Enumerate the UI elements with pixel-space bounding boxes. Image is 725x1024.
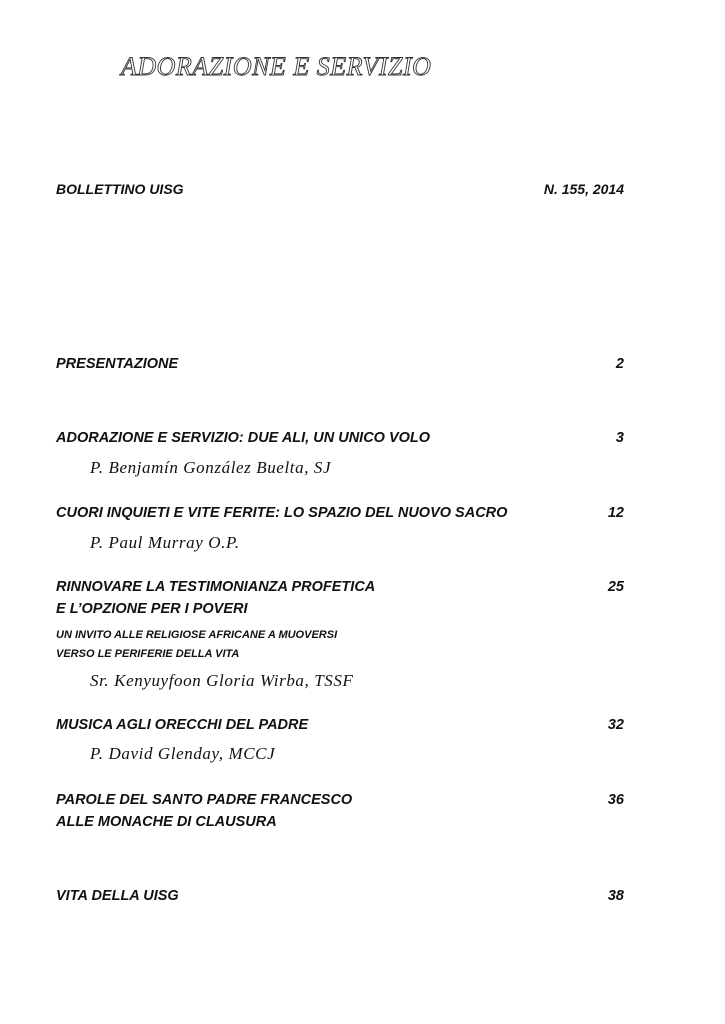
issue-number: N. 155, 2014 [543, 181, 624, 197]
toc-entry-author: P. David Glenday, MCCJ [90, 744, 276, 763]
toc-entry-title[interactable]: ADORAZIONE E SERVIZIO: DUE ALI, UN UNICO VOLO [56, 430, 431, 446]
toc-entry-page: 38 [607, 888, 624, 904]
toc-entry-page: 25 [607, 579, 624, 595]
toc-entry-title-line2[interactable]: E L’OPZIONE PER I POVERI [56, 601, 248, 617]
toc-entry-author: Sr. Kenyuyfoon Gloria Wirba, TSSF [90, 671, 354, 690]
toc-entry-page: 2 [615, 356, 624, 372]
page-title: ADORAZIONE E SERVIZIO [121, 52, 432, 81]
toc-entry-author: P. Paul Murray O.P. [90, 533, 240, 552]
toc-entry-subtitle-line2: VERSO LE PERIFERIE DELLA VITA [56, 648, 240, 660]
bulletin-name: BOLLETTINO UISG [56, 181, 184, 197]
toc-entry-subtitle: UN INVITO ALLE RELIGIOSE AFRICANE A MUOVERSI [56, 629, 338, 641]
toc-entry-page: 32 [607, 717, 624, 733]
toc-entry-title[interactable]: RINNOVARE LA TESTIMONIANZA PROFETICA [56, 579, 376, 595]
toc-entry-title[interactable]: PRESENTAZIONE [56, 356, 179, 372]
toc-entry-page: 3 [615, 430, 624, 446]
toc-entry-title[interactable]: CUORI INQUIETI E VITE FERITE: LO SPAZIO DEL NUOVO SACRO [56, 505, 508, 521]
toc-entry-page: 36 [607, 792, 624, 808]
toc-entry-author: P. Benjamín González Buelta, SJ [90, 458, 332, 477]
toc-entry-page: 12 [607, 505, 624, 521]
toc-entry-title[interactable]: VITA DELLA UISG [56, 888, 179, 904]
toc-entry-title[interactable]: MUSICA AGLI ORECCHI DEL PADRE [56, 717, 309, 733]
toc-entry-title[interactable]: PAROLE DEL SANTO PADRE FRANCESCO [56, 792, 353, 808]
toc-entry-title-line2[interactable]: ALLE MONACHE DI CLAUSURA [56, 814, 277, 830]
